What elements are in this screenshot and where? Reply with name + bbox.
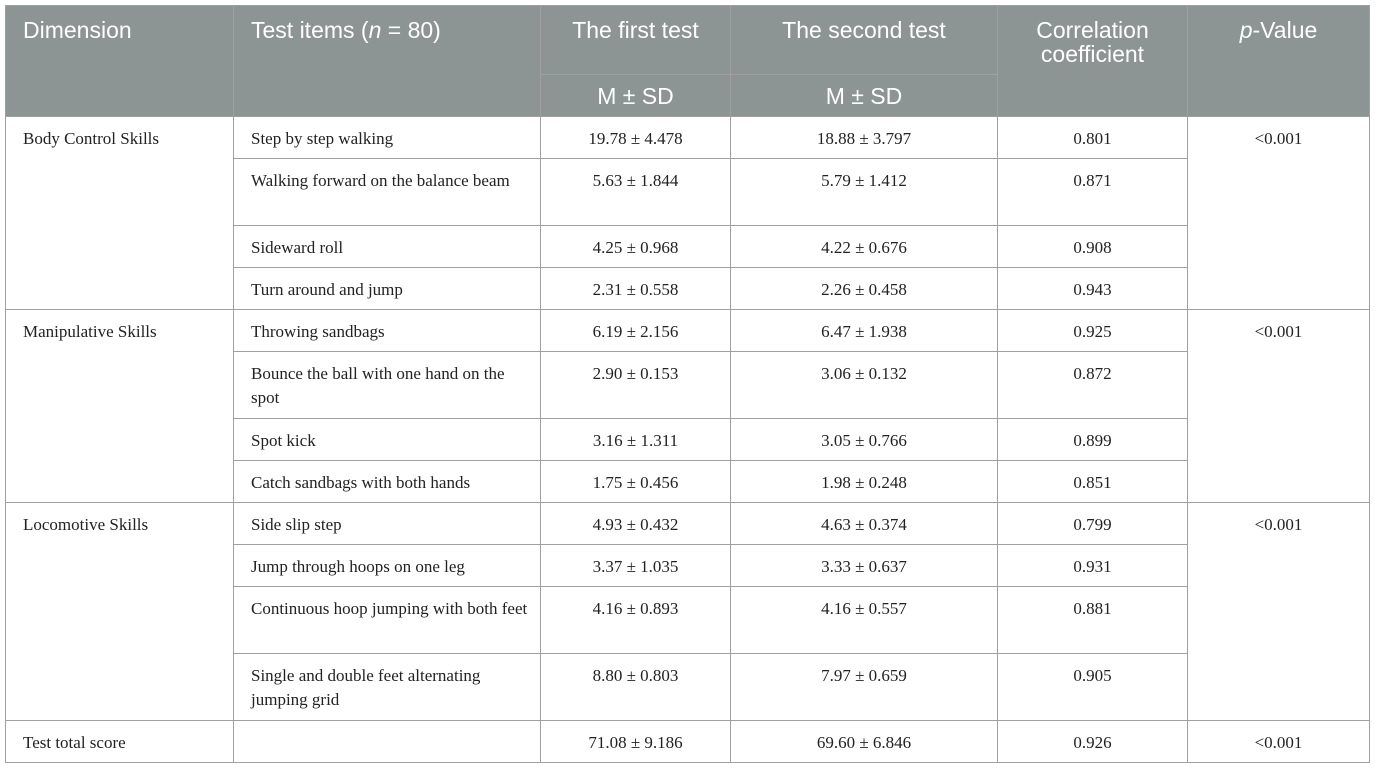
second-test-cell: 6.47 ± 1.938 xyxy=(731,310,998,352)
test-item-cell: Spot kick xyxy=(234,419,541,461)
header-second-test: The second test xyxy=(731,6,998,75)
table-row xyxy=(6,310,1370,352)
second-test-cell: 5.79 ± 1.412 xyxy=(731,159,998,226)
header-p-value: p-Value xyxy=(1188,6,1370,117)
correlation-cell: 0.851 xyxy=(998,461,1188,503)
first-test-cell: 6.19 ± 2.156 xyxy=(541,310,731,352)
test-item-cell: Throwing sandbags xyxy=(234,310,541,352)
total-p-value-cell: <0.001 xyxy=(1188,721,1370,763)
second-test-cell: 18.88 ± 3.797 xyxy=(731,117,998,159)
correlation-cell: 0.905 xyxy=(998,654,1188,721)
dimension-cell: Locomotive Skills xyxy=(6,503,234,721)
first-test-cell: 2.90 ± 0.153 xyxy=(541,352,731,419)
test-item-cell: Catch sandbags with both hands xyxy=(234,461,541,503)
correlation-cell: 0.925 xyxy=(998,310,1188,352)
second-test-cell: 4.22 ± 0.676 xyxy=(731,226,998,268)
dimension-cell: Body Control Skills xyxy=(6,117,234,310)
header-test-items: Test items (n = 80) xyxy=(234,6,541,117)
reliability-table xyxy=(5,5,1370,763)
first-test-cell: 8.80 ± 0.803 xyxy=(541,654,731,721)
p-value-cell: <0.001 xyxy=(1188,503,1370,721)
second-test-cell: 7.97 ± 0.659 xyxy=(731,654,998,721)
first-test-cell: 2.31 ± 0.558 xyxy=(541,268,731,310)
second-test-cell: 1.98 ± 0.248 xyxy=(731,461,998,503)
total-item-cell xyxy=(234,721,541,763)
first-test-cell: 19.78 ± 4.478 xyxy=(541,117,731,159)
test-item-cell: Side slip step xyxy=(234,503,541,545)
header-first-test: The first test xyxy=(541,6,731,75)
total-label-cell: Test total score xyxy=(6,721,234,763)
second-test-cell: 4.63 ± 0.374 xyxy=(731,503,998,545)
correlation-cell: 0.899 xyxy=(998,419,1188,461)
test-item-cell: Step by step walking xyxy=(234,117,541,159)
second-test-cell: 3.33 ± 0.637 xyxy=(731,545,998,587)
correlation-cell: 0.881 xyxy=(998,587,1188,654)
first-test-cell: 4.25 ± 0.968 xyxy=(541,226,731,268)
second-test-cell: 3.06 ± 0.132 xyxy=(731,352,998,419)
correlation-cell: 0.931 xyxy=(998,545,1188,587)
p-value-cell: <0.001 xyxy=(1188,310,1370,503)
header-dimension: Dimension xyxy=(6,6,234,117)
header-msd-second: M ± SD xyxy=(731,75,998,117)
total-second-test-cell: 69.60 ± 6.846 xyxy=(731,721,998,763)
correlation-cell: 0.943 xyxy=(998,268,1188,310)
first-test-cell: 5.63 ± 1.844 xyxy=(541,159,731,226)
first-test-cell: 3.37 ± 1.035 xyxy=(541,545,731,587)
first-test-cell: 1.75 ± 0.456 xyxy=(541,461,731,503)
table-row xyxy=(6,503,1370,545)
correlation-cell: 0.872 xyxy=(998,352,1188,419)
correlation-cell: 0.908 xyxy=(998,226,1188,268)
second-test-cell: 3.05 ± 0.766 xyxy=(731,419,998,461)
first-test-cell: 3.16 ± 1.311 xyxy=(541,419,731,461)
dimension-cell: Manipulative Skills xyxy=(6,310,234,503)
total-correlation-cell: 0.926 xyxy=(998,721,1188,763)
test-item-cell: Turn around and jump xyxy=(234,268,541,310)
header-msd-first: M ± SD xyxy=(541,75,731,117)
correlation-cell: 0.799 xyxy=(998,503,1188,545)
test-item-cell: Sideward roll xyxy=(234,226,541,268)
test-item-cell: Walking forward on the balance beam xyxy=(234,159,541,226)
test-item-cell: Jump through hoops on one leg xyxy=(234,545,541,587)
second-test-cell: 4.16 ± 0.557 xyxy=(731,587,998,654)
p-value-cell: <0.001 xyxy=(1188,117,1370,310)
correlation-cell: 0.801 xyxy=(998,117,1188,159)
header-correlation: Correlation coefficient xyxy=(998,6,1188,117)
test-item-cell: Continuous hoop jumping with both feet xyxy=(234,587,541,654)
first-test-cell: 4.16 ± 0.893 xyxy=(541,587,731,654)
correlation-cell: 0.871 xyxy=(998,159,1188,226)
total-first-test-cell: 71.08 ± 9.186 xyxy=(541,721,731,763)
total-row xyxy=(6,721,1370,763)
table-row xyxy=(6,117,1370,159)
test-item-cell: Bounce the ball with one hand on the spot xyxy=(234,352,541,419)
first-test-cell: 4.93 ± 0.432 xyxy=(541,503,731,545)
test-item-cell: Single and double feet alternating jumping grid xyxy=(234,654,541,721)
second-test-cell: 2.26 ± 0.458 xyxy=(731,268,998,310)
